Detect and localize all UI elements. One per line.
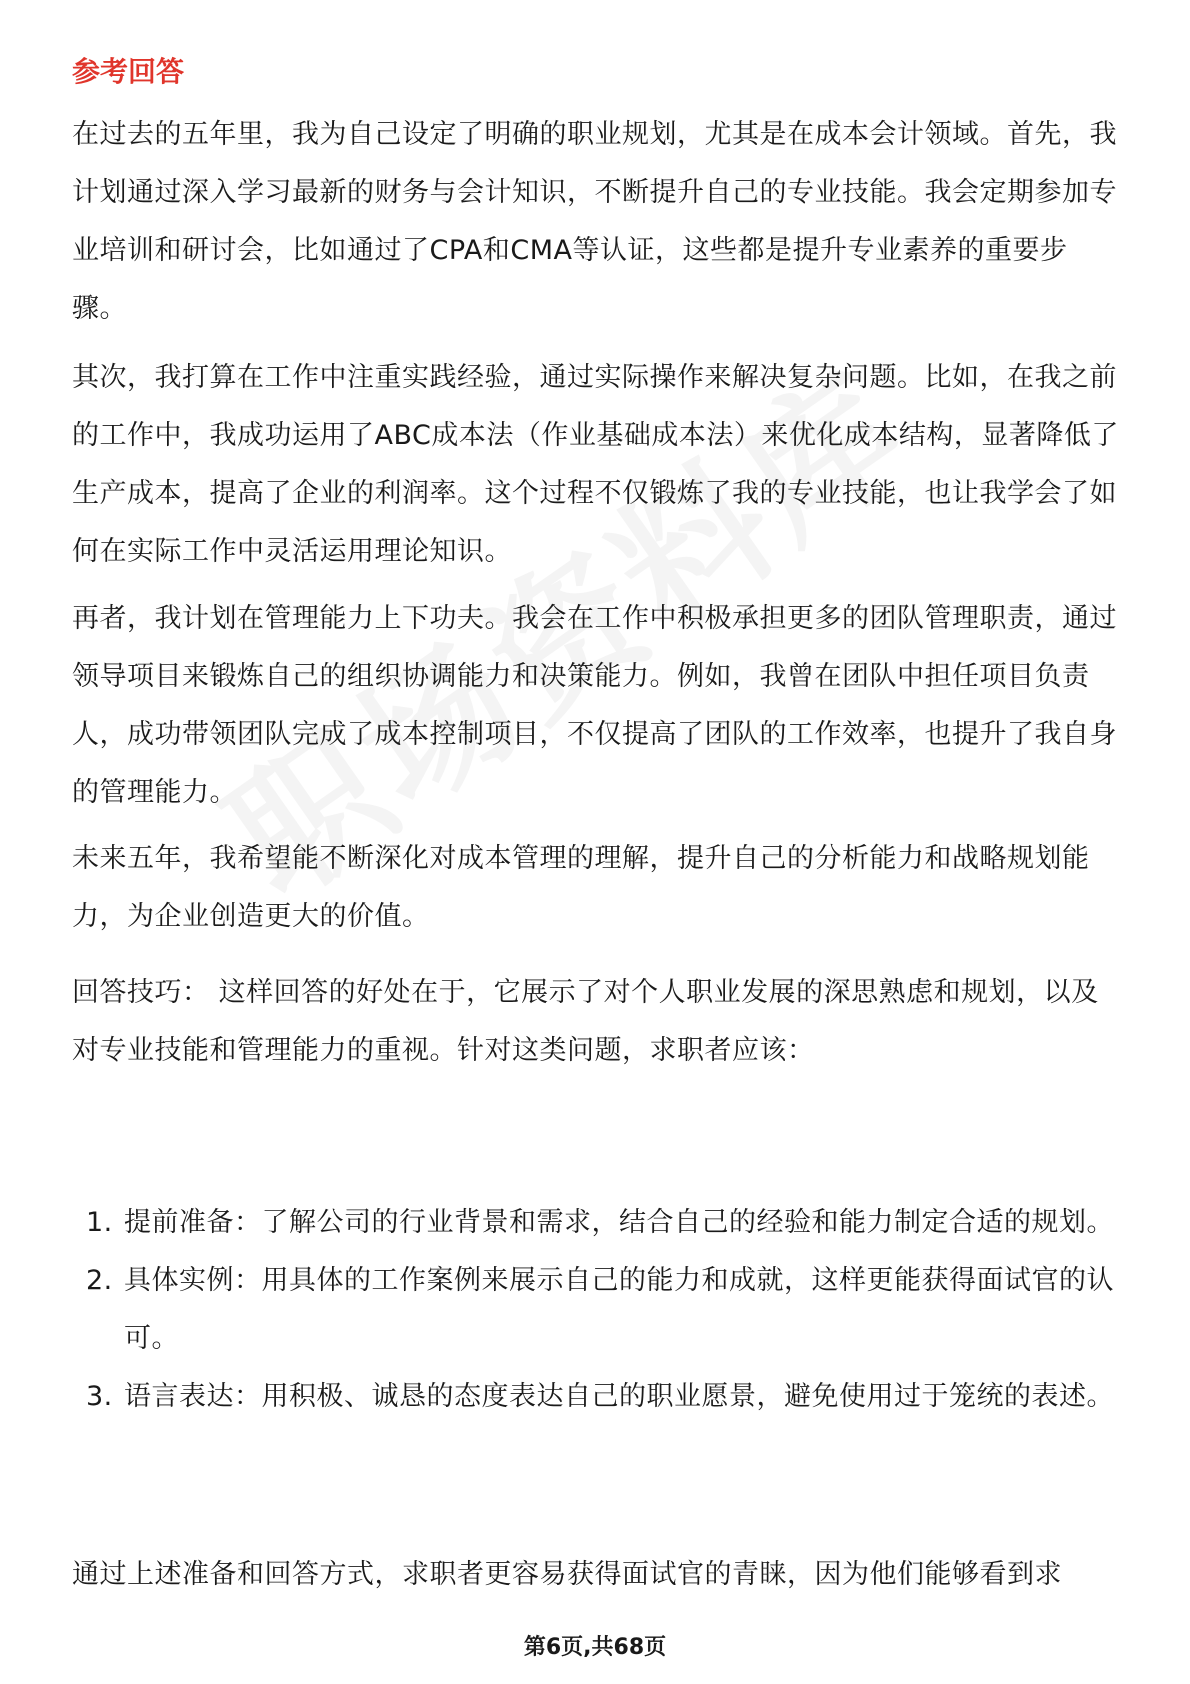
- list-item: [72, 1194, 1122, 1252]
- list-item: [72, 1252, 1122, 1368]
- page-number: 第6页,共68页: [523, 1635, 667, 1660]
- list-item-number: 1.: [86, 1207, 113, 1238]
- list-item-number: 3.: [86, 1381, 113, 1412]
- list-item-text: 提前准备：了解公司的行业背景和需求，结合自己的经验和能力制定合适的规划。: [124, 1207, 1114, 1238]
- list-item-text: 语言表达：用积极、诚恳的态度表达自己的职业愿景，避免使用过于笼统的表述。: [124, 1381, 1114, 1412]
- section-title: 参考回答: [72, 55, 185, 88]
- paragraph-future: 未来五年，我希望能不断深化对成本管理的理解，提升自己的分析能力和战略规划能力，为企业创造更大的价值。: [72, 843, 1090, 932]
- paragraph-closing: 通过上述准备和回答方式，求职者更容易获得面试官的青睐，因为他们能够看到求: [72, 1559, 1062, 1590]
- paragraph-career-plan: 在过去的五年里，我为自己设定了明确的职业规划，尤其是在成本会计领域。首先，我计划通过深入学习最新的财务与会计知识，不断提升自己的专业技能。我会定期参加专业培训和研讨会，比如通过了CPA和CMA等认证，这些都是提升专业素养的重要步骤。: [72, 119, 1117, 324]
- paragraph-tips-intro: 回答技巧： 这样回答的好处在于，它展示了对个人职业发展的深思熟虑和规划，以及对专业技能和管理能力的重视。针对这类问题，求职者应该：: [72, 977, 1099, 1066]
- tips-list: [72, 1194, 1122, 1426]
- paragraph-management: 再者，我计划在管理能力上下功夫。我会在工作中积极承担更多的团队管理职责，通过领导项目来锻炼自己的组织协调能力和决策能力。例如，我曾在团队中担任项目负责人，成功带领团队完成了成本控制项目，不仅提高了团队的工作效率，也提升了我自身的管理能力。: [72, 603, 1117, 808]
- paragraph-practice: 其次，我打算在工作中注重实践经验，通过实际操作来解决复杂问题。比如，在我之前的工作中，我成功运用了ABC成本法（作业基础成本法）来优化成本结构，显著降低了生产成本，提高了企业的利润率。这个过程不仅锻炼了我的专业技能，也让我学会了如何在实际工作中灵活运用理论知识。: [72, 362, 1119, 567]
- list-item: [72, 1368, 1122, 1426]
- list-item-number: 2.: [86, 1265, 113, 1296]
- list-item-text: 具体实例：用具体的工作案例来展示自己的能力和成就，这样更能获得面试官的认可。: [124, 1265, 1114, 1354]
